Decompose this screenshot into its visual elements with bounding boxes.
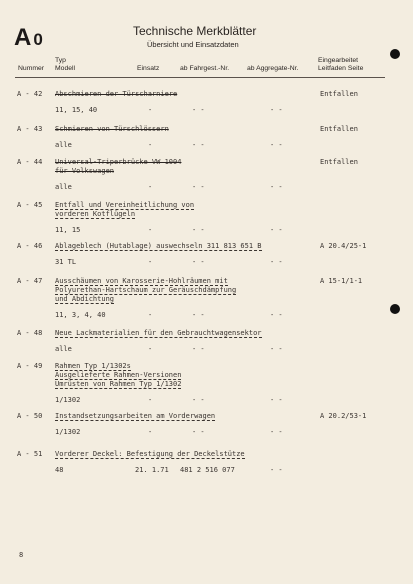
punch-hole-top <box>390 49 400 59</box>
entry-fahrgest: - - <box>192 183 205 191</box>
entry-fahrgest: - - <box>192 226 205 234</box>
entry-aggregat: - - <box>270 345 283 353</box>
entry-number: A - 43 <box>17 125 43 133</box>
entry-einsatz: - <box>148 428 153 436</box>
entry-leitfaden: Entfallen <box>320 158 358 166</box>
col-leitfaden-header-2: Leitfaden Seite <box>318 65 364 72</box>
entry-aggregat: - - <box>270 226 283 234</box>
entry-title-line: Instandsetzungsarbeiten am Vorderwagen <box>55 412 216 420</box>
entry-aggregat: - - <box>270 311 283 319</box>
entry-fahrgest: - - <box>192 311 205 319</box>
entry-einsatz: - <box>148 345 153 353</box>
entry-fahrgest: - - <box>192 428 205 436</box>
entry-title-line: Schmieren von Türschlössern <box>55 125 169 133</box>
col-nummer-header: Nummer <box>18 65 45 72</box>
header-rule <box>15 77 385 78</box>
entry-fahrgest: - - <box>192 345 205 353</box>
entry-title-line: vorderen Kotflügeln <box>55 210 136 218</box>
entry-number: A - 49 <box>17 362 43 370</box>
entry-fahrgest: - - <box>192 258 205 266</box>
col-typ-header: Typ <box>55 57 66 64</box>
entry-einsatz: 21. 1.71 <box>135 466 169 474</box>
entry-title-line: Entfall und Vereinheitlichung von <box>55 201 195 209</box>
entry-einsatz: - <box>148 258 153 266</box>
entry-title-line: Abschmieren der Türscharniere <box>55 90 178 98</box>
entry-number: A - 42 <box>17 90 43 98</box>
entry-einsatz: - <box>148 106 153 114</box>
entry-number: A - 44 <box>17 158 43 166</box>
entry-typ: alle <box>55 141 72 149</box>
entry-leitfaden: A 15-1/1-1 <box>320 277 363 285</box>
entry-number: A - 45 <box>17 201 43 209</box>
entry-title-line: Ausgelieferte Rahmen-Versionen <box>55 371 182 379</box>
entry-fahrgest: - - <box>192 106 205 114</box>
entry-number: A - 47 <box>17 277 43 285</box>
entry-typ: alle <box>55 345 72 353</box>
entry-leitfaden: Entfallen <box>320 125 358 133</box>
entry-title-line: für Volkswagen <box>55 167 115 175</box>
punch-hole-bottom <box>390 304 400 314</box>
entry-leitfaden: A 20.2/53-1 <box>320 412 367 420</box>
entry-number: A - 51 <box>17 450 43 458</box>
entry-title-line: Umrüsten von Rahmen Typ 1/1302 <box>55 380 182 388</box>
entry-title-line: Vorderer Deckel: Befestigung der Deckelstütze <box>55 450 245 458</box>
entry-typ: 1/1302 <box>55 396 81 404</box>
entry-fahrgest: - - <box>192 396 205 404</box>
entry-typ: 1/1302 <box>55 428 81 436</box>
entry-aggregat: - - <box>270 466 283 474</box>
entry-typ: 11, 3, 4, 40 <box>55 311 106 319</box>
logo: A0 <box>14 24 44 51</box>
entry-title-line: Universal-Triperbrücke VW 1004 <box>55 158 182 166</box>
entry-aggregat: - - <box>270 428 283 436</box>
entry-leitfaden: A 20.4/25-1 <box>320 242 367 250</box>
page-subtitle: Übersicht und Einsatzdaten <box>147 40 239 49</box>
entry-einsatz: - <box>148 396 153 404</box>
entry-title-line: Rahmen Typ 1/1302s <box>55 362 131 370</box>
entry-typ: 11, 15, 40 <box>55 106 98 114</box>
entry-number: A - 48 <box>17 329 43 337</box>
entry-aggregat: - - <box>270 141 283 149</box>
entry-einsatz: - <box>148 311 153 319</box>
entry-fahrgest: - - <box>192 141 205 149</box>
col-einsatz-header: Einsatz <box>137 65 160 72</box>
col-modell-header: Modell <box>55 65 76 72</box>
entry-title-line: Ausschäumen von Karosserie-Hohlräumen mit <box>55 277 228 285</box>
entry-typ: 31 TL <box>55 258 77 266</box>
entry-typ: 11, 15 <box>55 226 81 234</box>
col-fahrgest-header: ab Fahrgest.-Nr. <box>180 65 230 72</box>
page-number: 8 <box>19 551 24 559</box>
entry-aggregat: - - <box>270 183 283 191</box>
entry-title-line: und Abdichtung <box>55 295 115 303</box>
entry-einsatz: - <box>148 141 153 149</box>
entry-typ: 48 <box>55 466 64 474</box>
entry-fahrgest: 481 2 516 077 <box>180 466 235 474</box>
entry-number: A - 46 <box>17 242 43 250</box>
entry-title-line: Ablageblech (Hutablage) auswechseln 311 813 651 B <box>55 242 262 250</box>
entry-aggregat: - - <box>270 258 283 266</box>
entry-aggregat: - - <box>270 106 283 114</box>
page-title: Technische Merkblätter <box>133 24 257 38</box>
col-leitfaden-header-1: Eingearbeitet <box>318 57 359 64</box>
entry-aggregat: - - <box>270 396 283 404</box>
entry-einsatz: - <box>148 183 153 191</box>
entry-leitfaden: Entfallen <box>320 90 358 98</box>
col-aggregate-header: ab Aggregate-Nr. <box>247 65 299 72</box>
entry-number: A - 50 <box>17 412 43 420</box>
entry-einsatz: - <box>148 226 153 234</box>
entry-typ: alle <box>55 183 72 191</box>
entry-title-line: Polyurethan-Hartschaum zur Geräuschdämpfung <box>55 286 237 294</box>
entry-title-line: Neue Lackmaterialien für den Gebrauchtwagensektor <box>55 329 262 337</box>
